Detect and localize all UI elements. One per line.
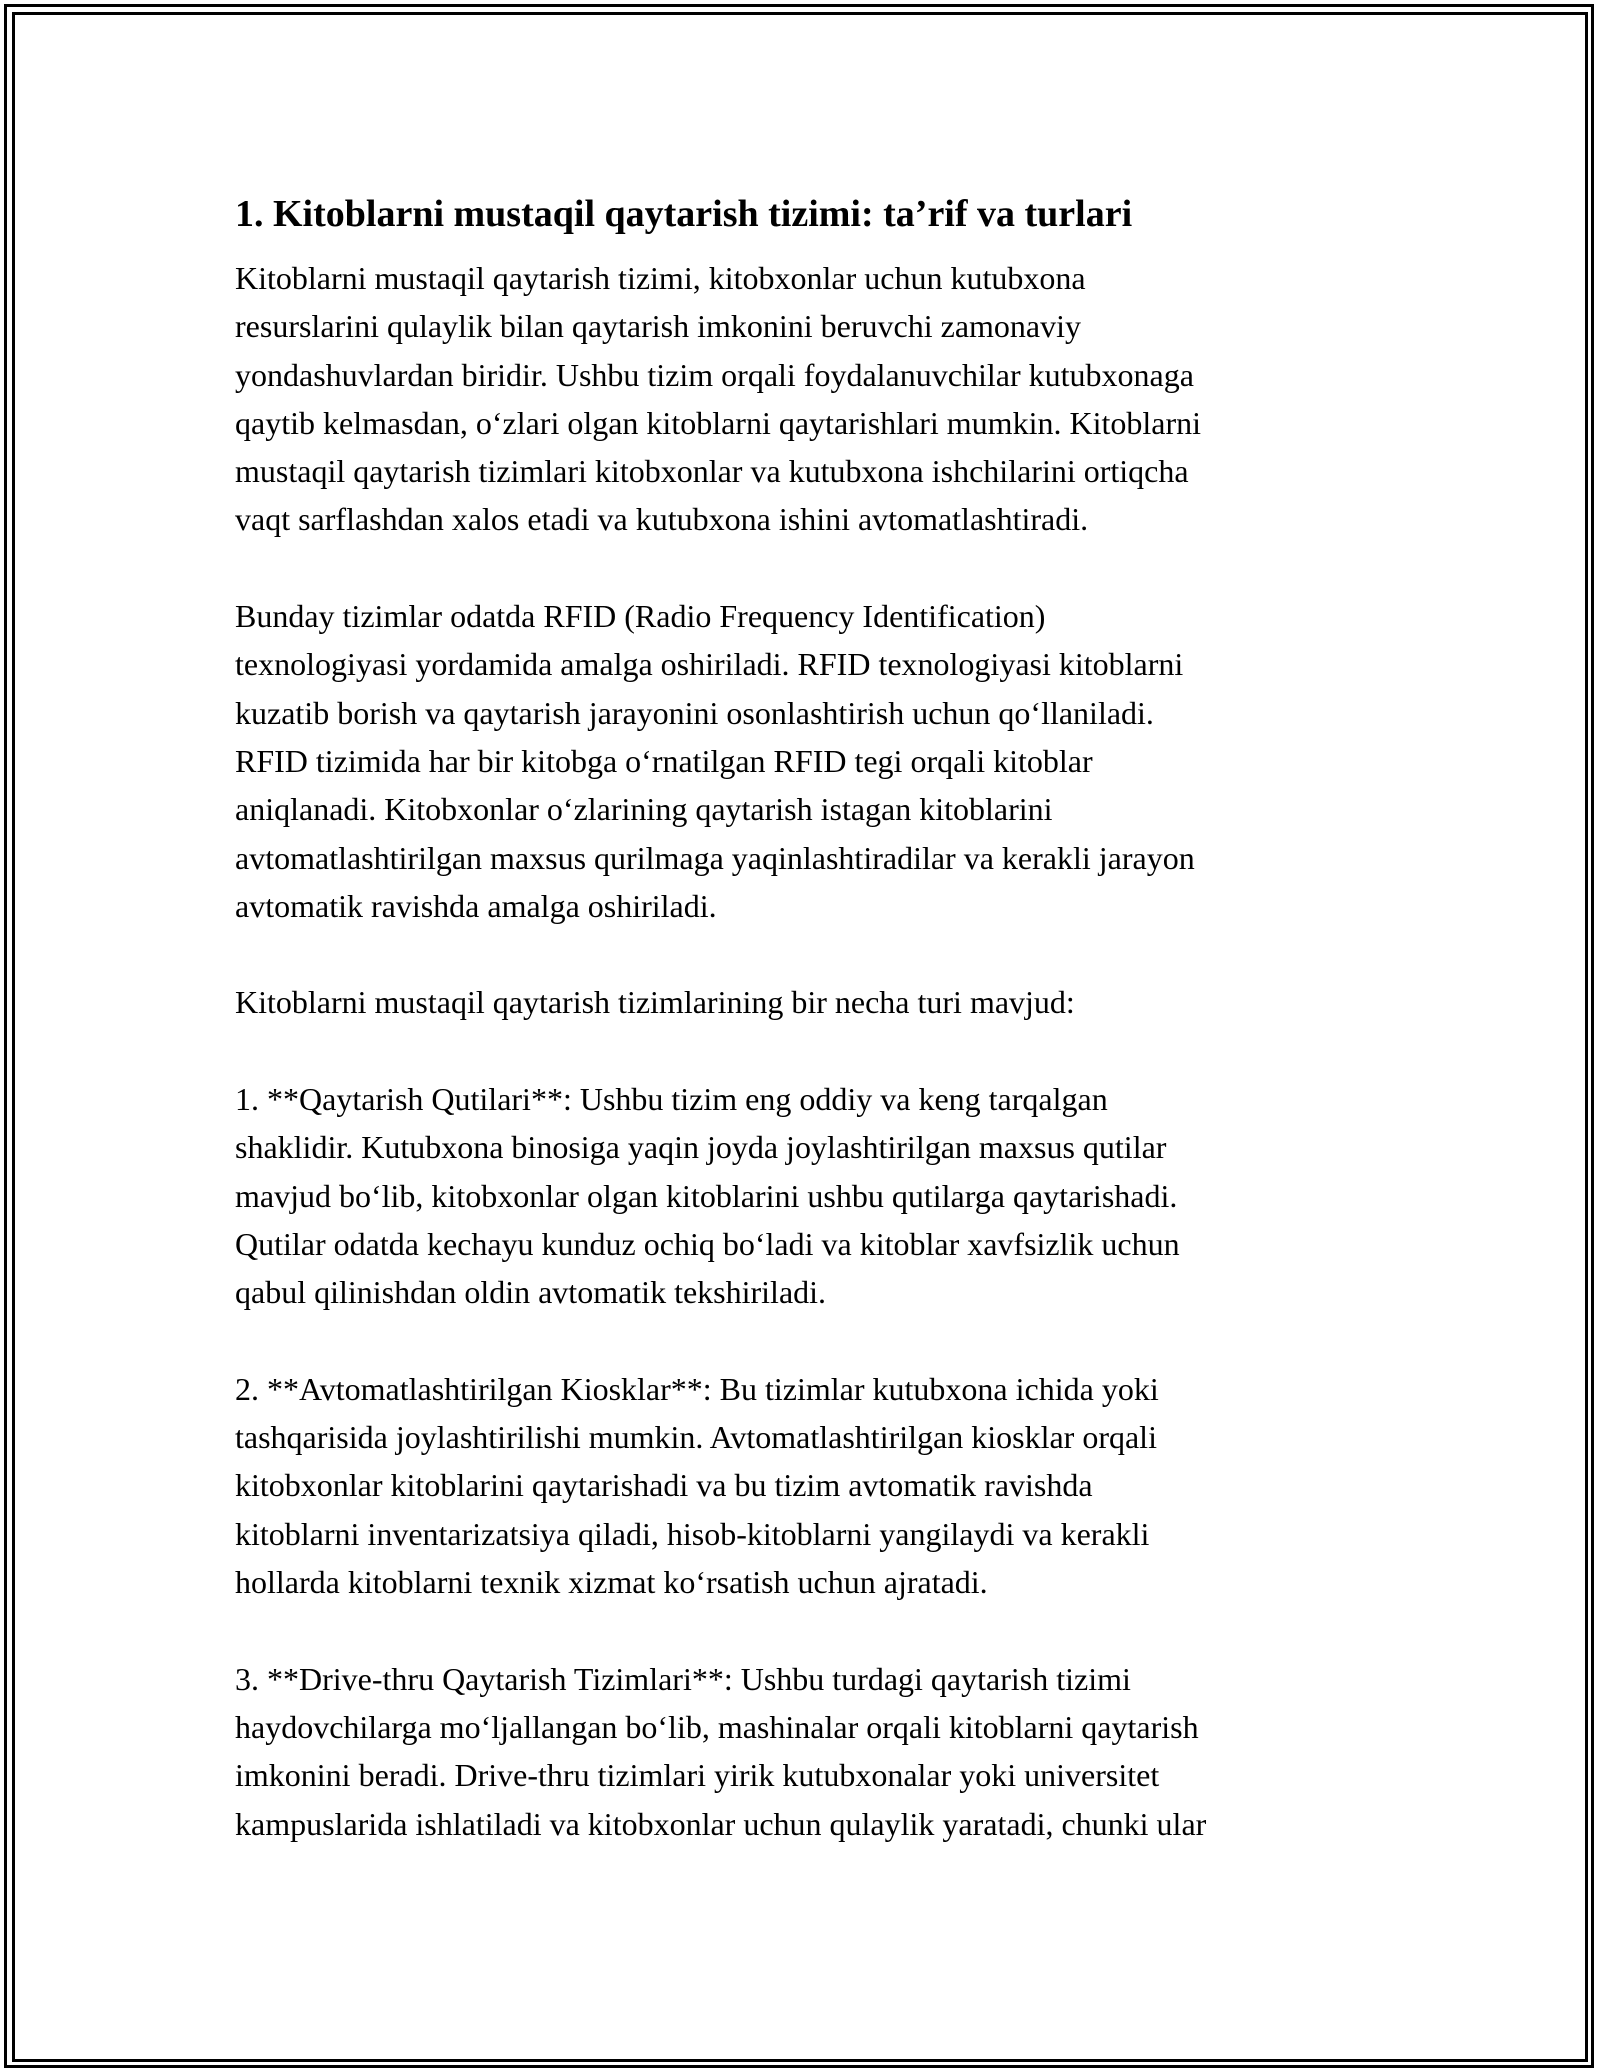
document-body bbox=[235, 190, 1365, 1896]
list-item-kiosks: 2. **Avtomatlashtirilgan Kiosklar**: Bu tizimlar kutubxona ichida yoki tashqarisida joylashtirilishi mumkin. Avtomatlashtirilgan kiosklar orqali kitobxonlar kitoblarini qaytarishadi va bu tizim avtomatik ravishda kitoblarni inventarizatsiya qiladi, hisob-kitoblarni yangilaydi va kerakli hollarda kitoblarni texnik xizmat ko‘rsatish uchun ajratadi. bbox=[235, 1370, 1159, 1601]
list-item-return-boxes: 1. **Qaytarish Qutilari**: Ushbu tizim eng oddiy va keng tarqalgan shaklidir. Kutubxona binosiga yaqin joyda joylashtirilgan maxsus qutilar mavjud bo‘lib, kitobxonlar olgan kitoblarini ushbu qutilarga qaytarishadi. Qutilar odatda kechayu kunduz ochiq bo‘ladi va kitoblar xavfsizlik uchun qabul qilinishdan oldin avtomatik tekshiriladi. bbox=[235, 1081, 1180, 1311]
paragraph-intro: Kitoblarni mustaqil qaytarish tizimi, kitobxonlar uchun kutubxona resurslarini qulaylik bilan qaytarish imkonini beruvchi zamonaviy yondashuvlardan biridir. Ushbu tizim orqali foydalanuvchilar kutubxonaga qaytib kelmasdan, o‘zlari olgan kitoblarni qaytarishlari mumkin. Kitoblarni mustaqil qaytarish tizimlari kitobxonlar va kutubxona ishchilarini ortiqcha vaqt sarflashdan xalos etadi va kutubxona ishini avtomatlashtiradi. bbox=[235, 260, 1201, 538]
section-heading: 1. Kitoblarni mustaqil qaytarish tizimi: ta’rif va turlari bbox=[235, 193, 1133, 235]
paragraph-types-intro: Kitoblarni mustaqil qaytarish tizimlarining bir necha turi mavjud: bbox=[235, 984, 1075, 1021]
list-item-drive-thru: 3. **Drive-thru Qaytarish Tizimlari**: Ushbu turdagi qaytarish tizimi haydovchilarga mo‘ljallangan bo‘lib, mashinalar orqali kitoblarni qaytarish imkonini beradi. Drive-thru tizimlari yirik kutubxonalar yoki universitet kampuslarida ishlatiladi va kitobxonlar uchun qulaylik yaratadi, chunki ular bbox=[235, 1660, 1207, 1842]
paragraph-rfid: Bunday tizimlar odatda RFID (Radio Frequency Identification) texnologiyasi yordamida amalga oshiriladi. RFID texnologiyasi kitoblarni kuzatib borish va qaytarish jarayonini osonlashtirish uchun qo‘llaniladi. RFID tizimida har bir kitobga o‘rnatilgan RFID tegi orqali kitoblar aniqlanadi. Kitobxonlar o‘zlarining qaytarish istagan kitoblarini avtomatlashtirilgan maxsus qurilmaga yaqinlashtiradilar va kerakli jarayon avtomatik ravishda amalga oshiriladi. bbox=[235, 598, 1195, 924]
